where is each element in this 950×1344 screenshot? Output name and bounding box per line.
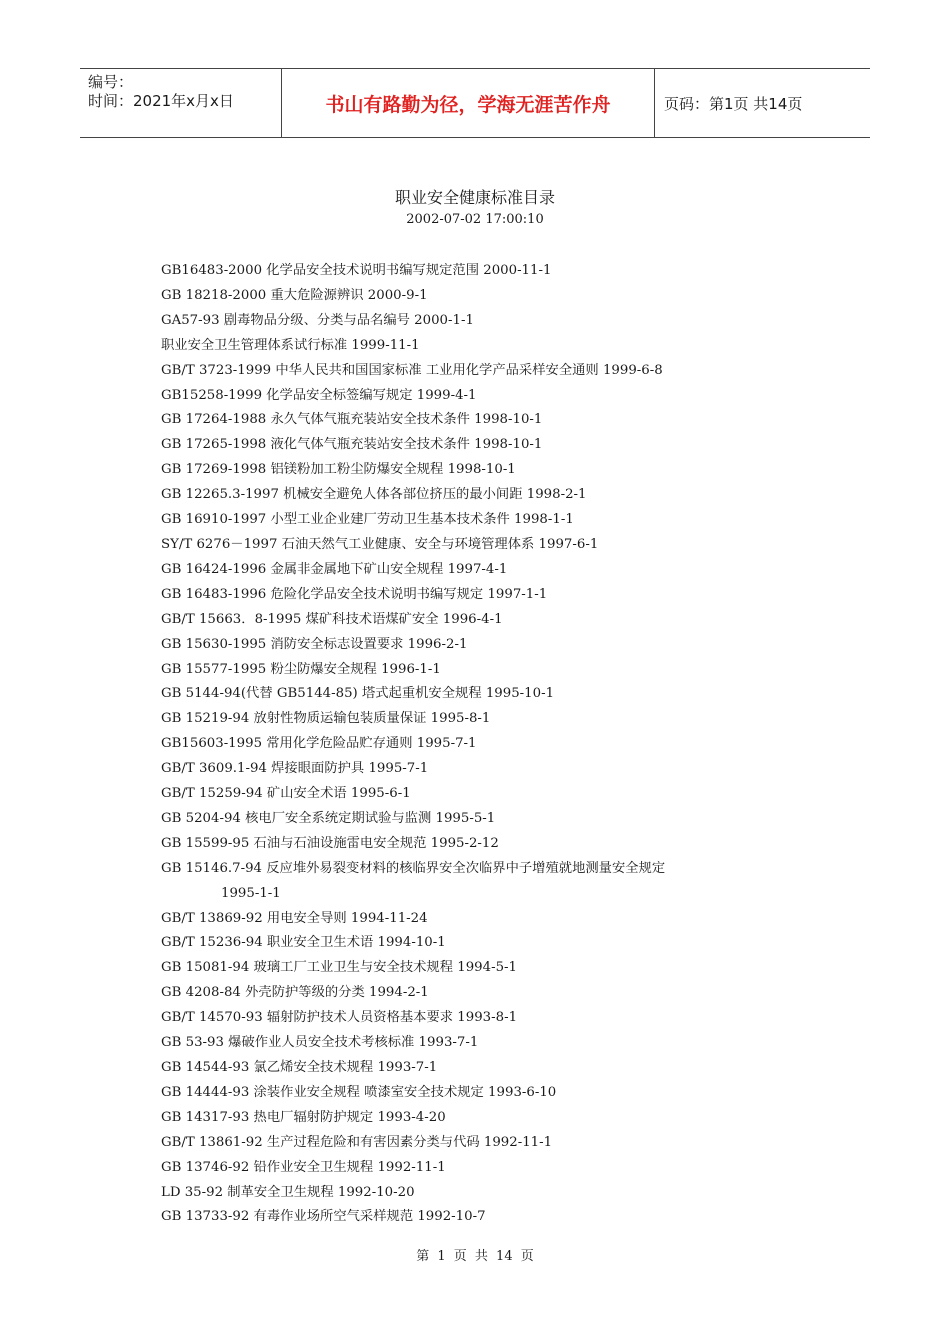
document-date: 2002-07-02 17:00:10 — [406, 212, 544, 227]
list-item-text: GB 15081-94 玻璃工厂工业卫生与安全技术规程 1994-5-1 — [161, 960, 517, 976]
list-item-text: GB15258-1999 化学品安全标签编写规定 1999-4-1 — [161, 387, 477, 403]
list-item-text: GB 5144-94(代替 GB5144-85) 塔式起重机安全规程 1995-10-1 — [161, 686, 555, 702]
list-item-text: GB 15599-95 石油与石油设施雷电安全规范 1995-2-12 — [161, 835, 499, 851]
list-item — [161, 508, 821, 533]
list-item — [161, 956, 821, 981]
list-item — [161, 483, 821, 508]
list-item-text: GB 4208-84 外壳防护等级的分类 1994-2-1 — [161, 985, 429, 1001]
list-item — [161, 1056, 821, 1081]
list-item — [161, 1156, 821, 1181]
list-item-text: GB 12265.3-1997 机械安全避免人体各部位挤压的最小间距 1998-2-1 — [161, 487, 587, 503]
page-header — [80, 68, 870, 138]
list-item — [161, 757, 821, 782]
list-item — [161, 334, 821, 359]
list-item — [161, 1031, 821, 1056]
list-item-text: GB/T 15259-94 矿山安全术语 1995-6-1 — [161, 786, 411, 802]
list-item — [161, 433, 821, 458]
list-item-text: GB 13733-92 有毒作业场所空气采样规范 1992-10-7 — [161, 1209, 486, 1225]
list-item — [161, 384, 821, 409]
list-item — [161, 832, 821, 857]
list-item — [161, 309, 821, 334]
list-item — [161, 259, 821, 284]
time-label: 时间：2021年x月x日 — [88, 92, 234, 110]
list-item-text: GB 13746-92 铅作业安全卫生规程 1992-11-1 — [161, 1159, 446, 1175]
list-item — [161, 408, 821, 433]
list-item-text: GB/T 3609.1-94 焊接眼面防护具 1995-7-1 — [161, 761, 429, 777]
number-label: 编号： — [88, 73, 134, 91]
list-item — [161, 682, 821, 707]
list-item-text: GB 17264-1988 永久气体气瓶充装站安全技术条件 1998-10-1 — [161, 412, 543, 428]
list-item — [161, 458, 821, 483]
header-page-cell — [654, 69, 870, 137]
list-item — [161, 732, 821, 757]
list-item-text: GB 53-93 爆破作业人员安全技术考核标准 1993-7-1 — [161, 1035, 479, 1051]
list-item — [161, 633, 821, 658]
list-item — [161, 533, 821, 558]
list-item-text: GB/T 13861-92 生产过程危险和有害因素分类与代码 1992-11-1 — [161, 1134, 553, 1150]
list-item-text: GB 15219-94 放射性物质运输包装质量保证 1995-8-1 — [161, 711, 491, 727]
list-item — [161, 359, 821, 384]
list-item-text: GB 16910-1997 小型工业企业建厂劳动卫生基本技术条件 1998-1-1 — [161, 512, 574, 528]
list-item — [161, 1106, 821, 1131]
list-item — [161, 608, 821, 633]
list-item-text: GB 15146.7-94 反应堆外易裂变材料的核临界安全次临界中子增殖就地测量安全规定 — [161, 860, 666, 876]
list-item — [161, 981, 821, 1006]
list-item-text: GB15603-1995 常用化学危险品贮存通则 1995-7-1 — [161, 736, 477, 752]
list-item-text: SY/T 6276－1997 石油天然气工业健康、安全与环境管理体系 1997-6-1 — [161, 536, 599, 552]
list-item-text: GB 17269-1998 铝镁粉加工粉尘防爆安全规程 1998-10-1 — [161, 462, 516, 478]
list-item — [161, 558, 821, 583]
list-item — [161, 658, 821, 683]
header-motto-cell — [281, 69, 655, 137]
header-page-label: 页码：第1页 共14页 — [664, 94, 803, 113]
list-item — [161, 1205, 821, 1230]
list-item — [161, 1131, 821, 1156]
page-footer: 第 1 页 共 14 页 — [416, 1249, 534, 1264]
list-item-text: GB 18218-2000 重大危险源辨识 2000-9-1 — [161, 287, 428, 303]
list-item-text: GA57-93 剧毒物品分级、分类与品名编号 2000-1-1 — [161, 312, 474, 328]
list-item-text: GB 14544-93 氯乙烯安全技术规程 1993-7-1 — [161, 1060, 438, 1075]
list-item-text: GB 15630-1995 消防安全标志设置要求 1996-2-1 — [161, 636, 468, 652]
list-item — [161, 1181, 821, 1206]
list-item — [161, 857, 821, 907]
list-item — [161, 1006, 821, 1031]
list-item-continuation: 1995-1-1 — [221, 885, 281, 901]
list-item — [161, 707, 821, 732]
list-item-text: GB/T 3723-1999 中华人民共和国国家标准 工业用化学产品采样安全通则 1999-6-8 — [161, 362, 663, 378]
list-item-text: GB 16483-1996 危险化学品安全技术说明书编写规定 1997-1-1 — [161, 586, 548, 602]
standards-list — [161, 259, 821, 1230]
list-item-text: GB 14444-93 涂装作业安全规程 喷漆室安全技术规定 1993-6-10 — [161, 1084, 557, 1100]
list-item-text: GB 14317-93 热电厂辐射防护规定 1993-4-20 — [161, 1109, 446, 1125]
document-title: 职业安全健康标准目录 — [394, 188, 555, 207]
list-item-text: GB/T 15663．8-1995 煤矿科技术语煤矿安全 1996-4-1 — [161, 611, 503, 627]
list-item-text: GB/T 15236-94 职业安全卫生术语 1994-10-1 — [161, 935, 446, 951]
list-item-text: 职业安全卫生管理体系试行标准 1999-11-1 — [161, 337, 420, 353]
motto-text: 书山有路勤为径，学海无涯苦作舟 — [325, 93, 611, 116]
list-item-text: GB 15577-1995 粉尘防爆安全规程 1996-1-1 — [161, 661, 441, 677]
list-item-text: GB 5204-94 核电厂安全系统定期试验与监测 1995-5-1 — [161, 810, 496, 826]
list-item — [161, 907, 821, 932]
list-item — [161, 782, 821, 807]
list-item-text: GB/T 14570-93 辐射防护技术人员资格基本要求 1993-8-1 — [161, 1010, 518, 1026]
header-left-cell — [80, 69, 281, 137]
list-item-text: LD 35-92 制革安全卫生规程 1992-10-20 — [161, 1184, 415, 1200]
list-item — [161, 284, 821, 309]
list-item-text: GB/T 13869-92 用电安全导则 1994-11-24 — [161, 910, 428, 926]
list-item — [161, 1081, 821, 1106]
list-item — [161, 807, 821, 832]
list-item — [161, 931, 821, 956]
list-item-text: GB 17265-1998 液化气体气瓶充装站安全技术条件 1998-10-1 — [161, 437, 543, 453]
list-item — [161, 583, 821, 608]
list-item-text: GB16483-2000 化学品安全技术说明书编写规定范围 2000-11-1 — [161, 263, 552, 278]
list-item-text: GB 16424-1996 金属非金属地下矿山安全规程 1997-4-1 — [161, 561, 508, 577]
